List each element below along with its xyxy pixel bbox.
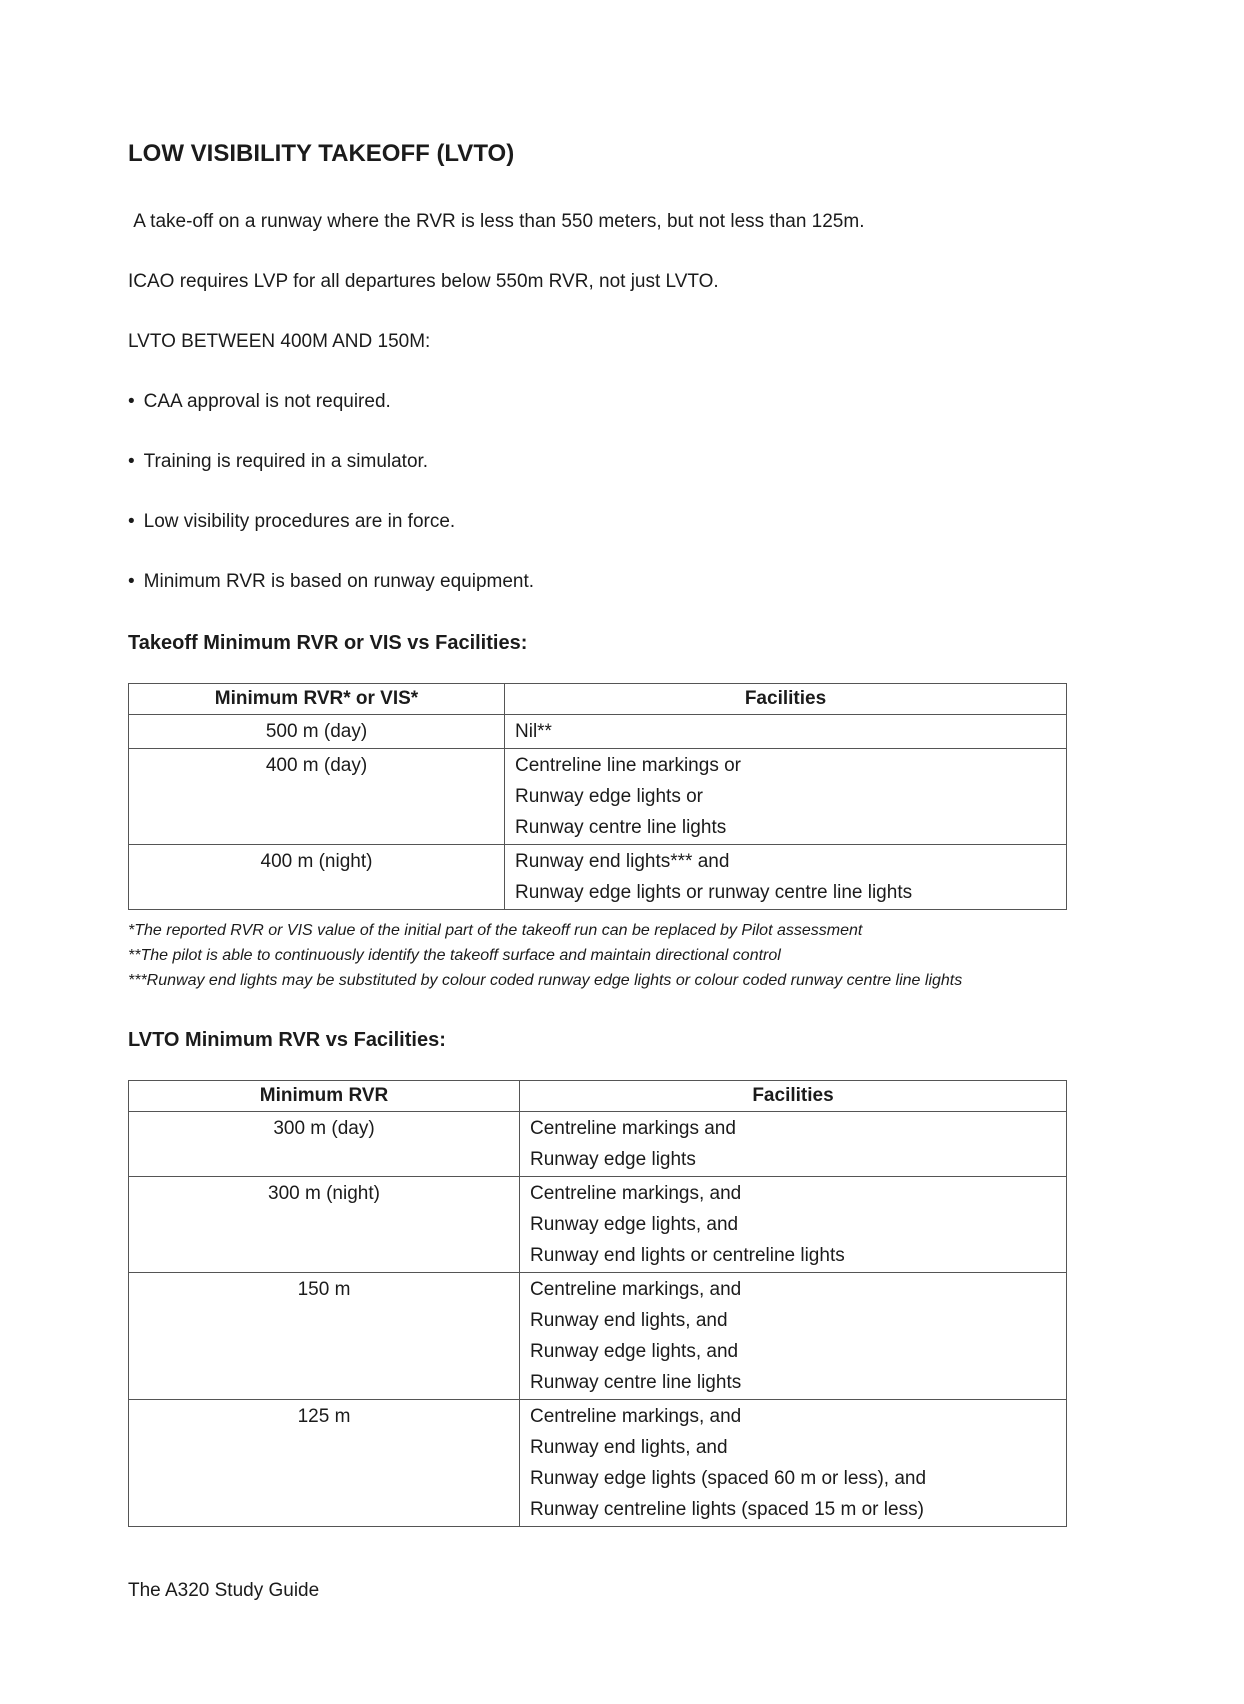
- table-row: [129, 1112, 1067, 1177]
- bullet-text: Minimum RVR is based on runway equipment.: [143, 571, 535, 592]
- column-header-rvr: Minimum RVR: [129, 1081, 520, 1112]
- column-header-facilities: Facilities: [520, 1081, 1067, 1112]
- bullet-item: [128, 570, 1067, 594]
- facility-line: Centreline markings and: [530, 1118, 736, 1139]
- table-row: [129, 1177, 1067, 1273]
- rvr-value: 400 m (day): [129, 749, 505, 845]
- table-row: [129, 845, 1067, 910]
- facility-line: Runway edge lights: [530, 1149, 696, 1170]
- facility-line: Centreline markings, and: [530, 1279, 742, 1300]
- takeoff-minima-table: [128, 683, 1067, 910]
- facility-line: Runway end lights, and: [530, 1310, 728, 1331]
- facility-line: Runway edge lights or runway centre line lights: [515, 882, 913, 903]
- footnote: ***Runway end lights may be substituted by colour coded runway edge lights or colour coded runway centre line lights: [128, 972, 963, 989]
- lvto-minima-table: [128, 1080, 1067, 1527]
- paragraph-definition: A take-off on a runway where the RVR is less than 550 meters, but not less than 125m.: [128, 211, 865, 232]
- column-header-rvr: Minimum RVR* or VIS*: [129, 684, 505, 715]
- table-row: [129, 1400, 1067, 1527]
- table-header-row: [129, 1081, 1067, 1112]
- facility-line: Runway end lights, and: [530, 1437, 728, 1458]
- bullet-icon: •: [128, 511, 135, 532]
- footnote: *The reported RVR or VIS value of the initial part of the takeoff run can be replaced by Pilot assessment: [128, 922, 863, 939]
- bullet-item: [128, 450, 1067, 474]
- facility-line: Runway edge lights, and: [530, 1341, 739, 1362]
- table-header-row: [129, 684, 1067, 715]
- facilities-cell: [505, 749, 1067, 845]
- facility-line: Centreline markings, and: [530, 1183, 742, 1204]
- table-row: [129, 749, 1067, 845]
- bullet-text: Low visibility procedures are in force.: [143, 511, 456, 532]
- facility-line: Centreline markings, and: [530, 1406, 742, 1427]
- rvr-value: 400 m (night): [129, 845, 505, 910]
- column-header-facilities: Facilities: [505, 684, 1067, 715]
- facility-line: Runway end lights or centreline lights: [530, 1245, 845, 1266]
- page-footer: The A320 Study Guide: [128, 1580, 320, 1601]
- paragraph-icao: ICAO requires LVP for all departures below 550m RVR, not just LVTO.: [128, 271, 719, 292]
- bullet-icon: •: [128, 391, 135, 412]
- page-title: LOW VISIBILITY TAKEOFF (LVTO): [128, 140, 515, 167]
- facility-line: Runway edge lights (spaced 60 m or less), and: [530, 1468, 927, 1489]
- facilities-cell: [520, 1273, 1067, 1400]
- facility-line: Runway centreline lights (spaced 15 m or less): [530, 1499, 924, 1520]
- facility-line: Runway centre line lights: [515, 817, 727, 838]
- facilities-cell: [505, 715, 1067, 749]
- section-heading-lvto-minima: LVTO Minimum RVR vs Facilities:: [128, 1029, 446, 1051]
- table-row: [129, 1273, 1067, 1400]
- footnotes-block: [128, 918, 1067, 993]
- bullet-item: [128, 510, 1067, 534]
- rvr-value: 150 m: [129, 1273, 520, 1400]
- bullet-icon: •: [128, 571, 135, 592]
- paragraph-lvto-range: LVTO BETWEEN 400M AND 150M:: [128, 331, 431, 352]
- facilities-cell: [520, 1177, 1067, 1273]
- rvr-value: 300 m (day): [129, 1112, 520, 1177]
- bullet-text: CAA approval is not required.: [143, 391, 391, 412]
- bullet-text: Training is required in a simulator.: [143, 451, 429, 472]
- rvr-value: 125 m: [129, 1400, 520, 1527]
- facility-line: Runway centre line lights: [530, 1372, 742, 1393]
- facilities-cell: [520, 1400, 1067, 1527]
- rvr-value: 300 m (night): [129, 1177, 520, 1273]
- rvr-value: 500 m (day): [129, 715, 505, 749]
- table-row: [129, 715, 1067, 749]
- facilities-cell: [520, 1112, 1067, 1177]
- bullet-item: [128, 390, 1067, 414]
- facility-line: Centreline line markings or: [515, 755, 741, 776]
- footnote: **The pilot is able to continuously identify the takeoff surface and maintain directional control: [128, 947, 781, 964]
- document-content: [128, 140, 1067, 1603]
- section-heading-takeoff-minima: Takeoff Minimum RVR or VIS vs Facilities:: [128, 632, 528, 654]
- facilities-cell: [505, 845, 1067, 910]
- facility-line: Nil**: [515, 721, 552, 742]
- facility-line: Runway end lights*** and: [515, 851, 730, 872]
- facility-line: Runway edge lights or: [515, 786, 703, 807]
- bullet-icon: •: [128, 451, 135, 472]
- facility-line: Runway edge lights, and: [530, 1214, 739, 1235]
